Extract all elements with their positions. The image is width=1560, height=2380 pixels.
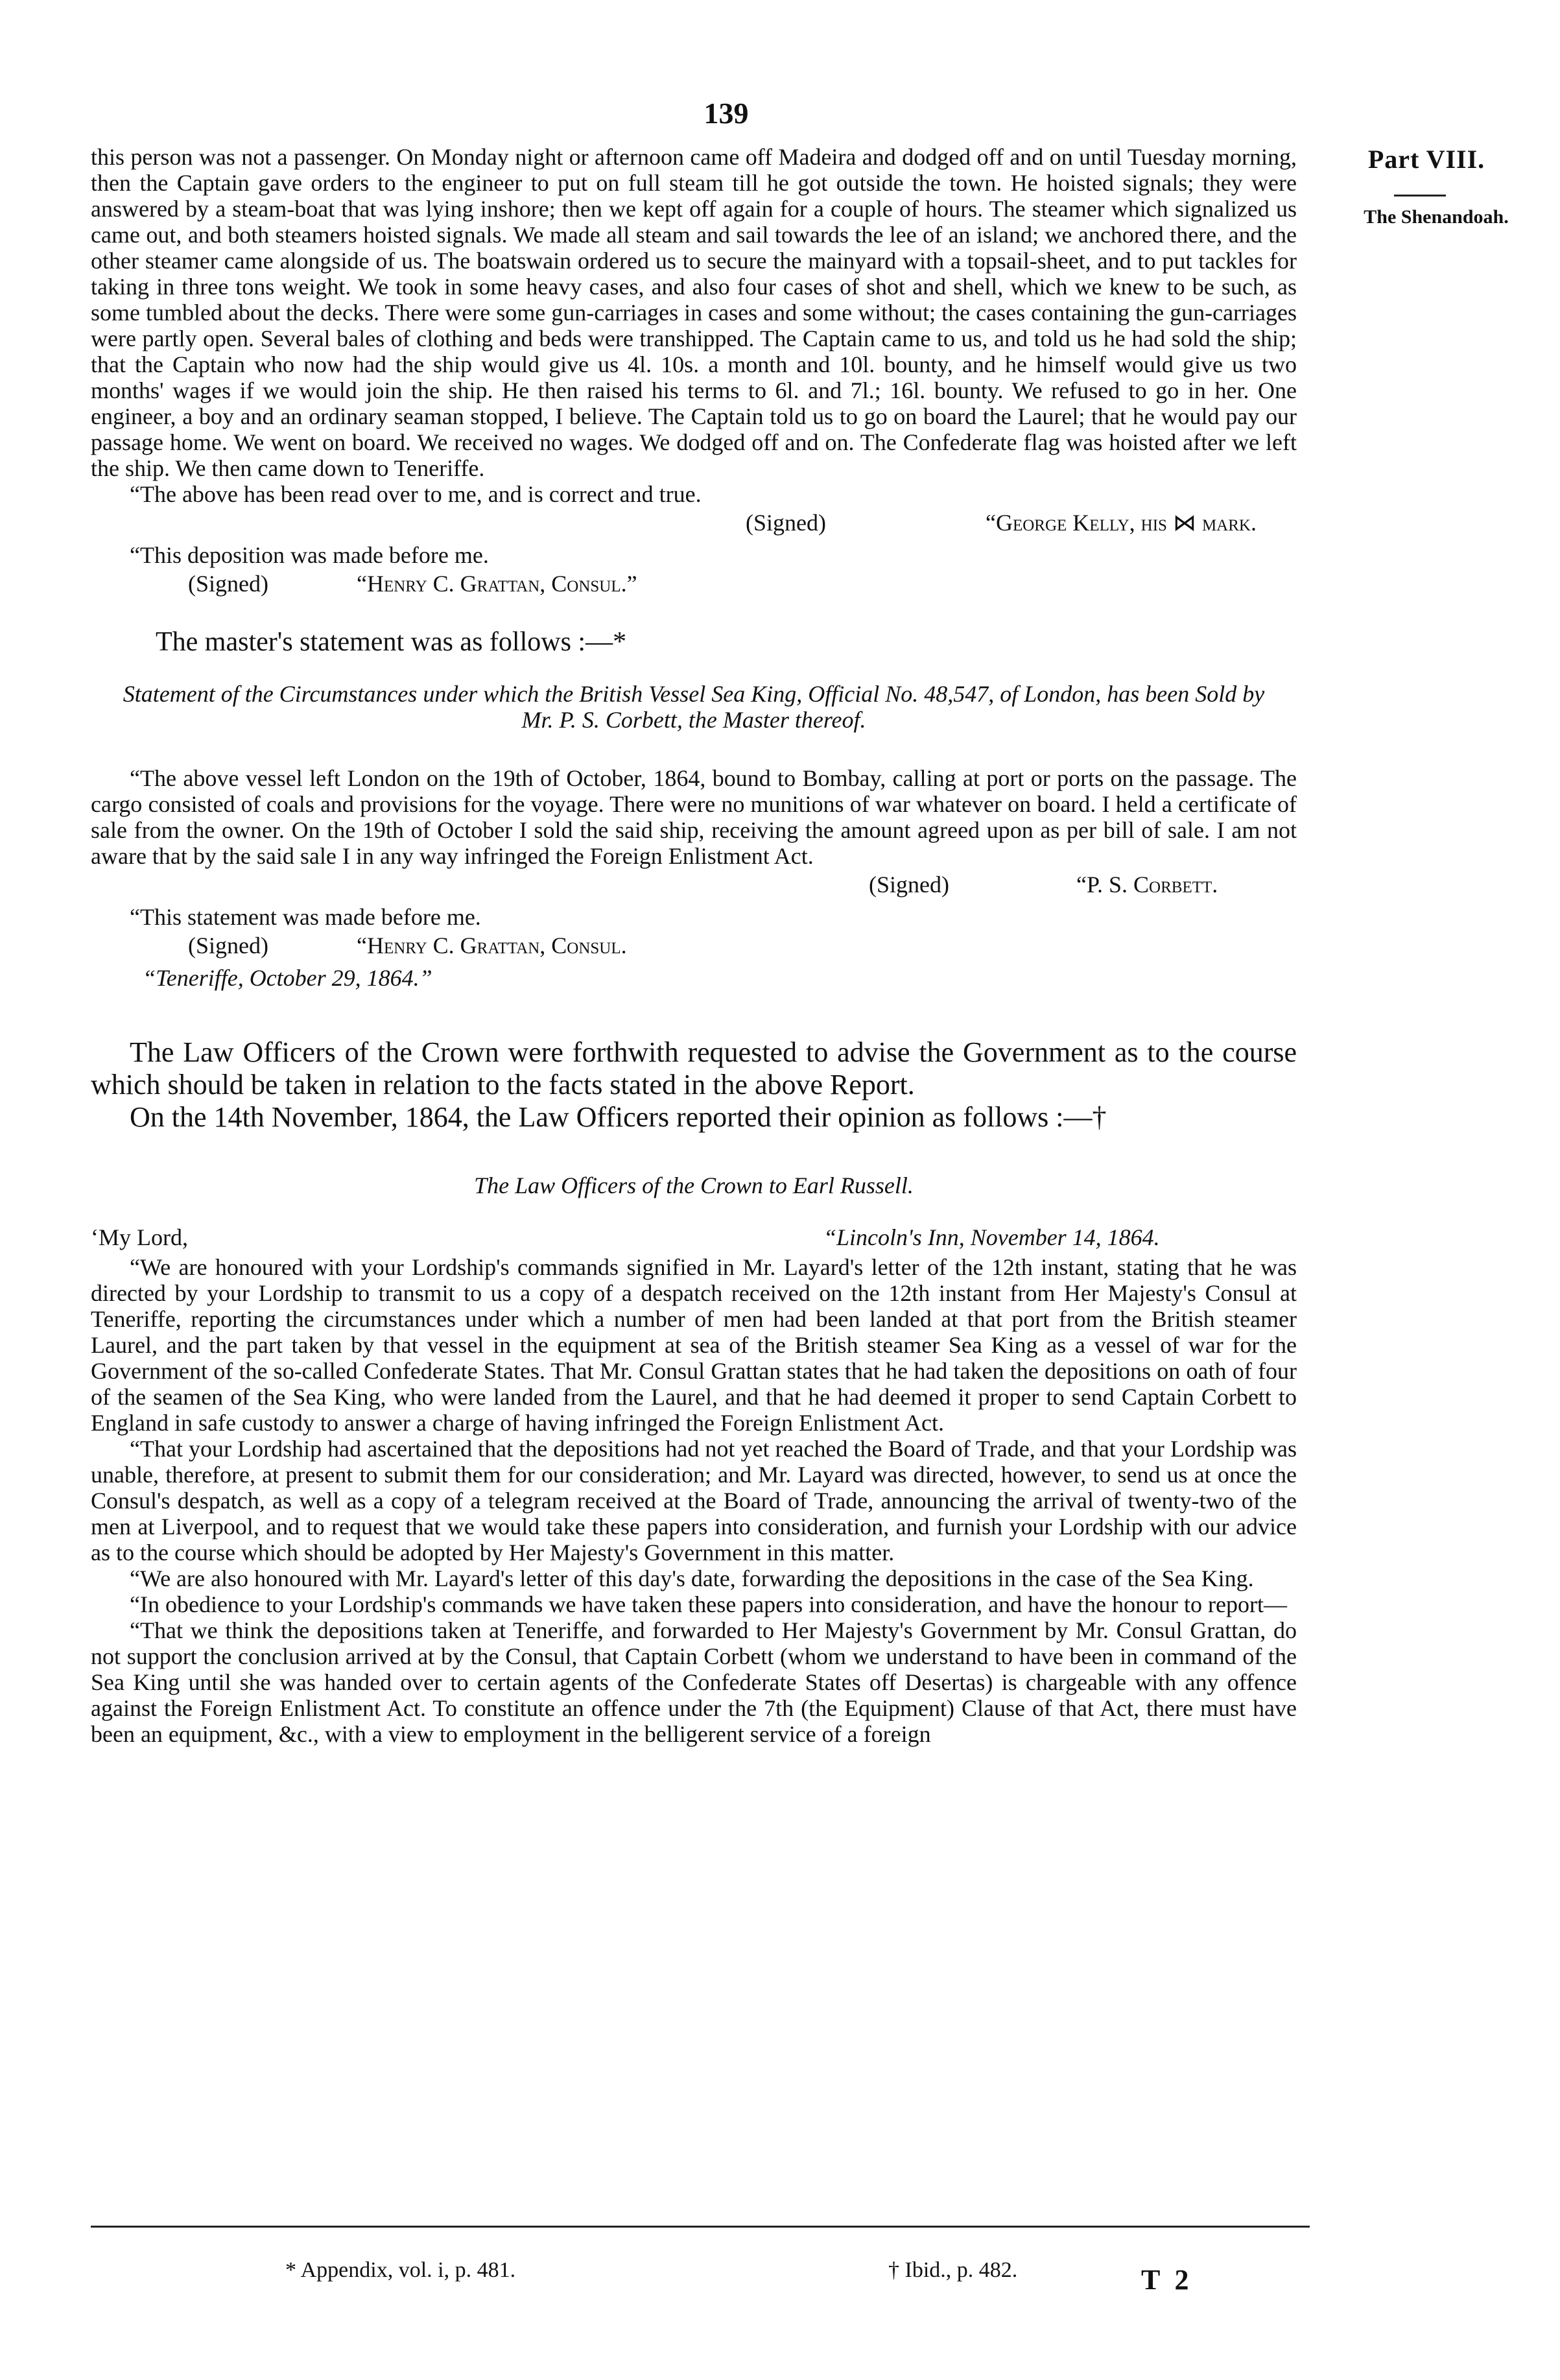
letter-title: The Law Officers of the Crown to Earl Russell. bbox=[474, 1172, 914, 1198]
signed-label: (Signed) bbox=[188, 933, 268, 958]
master-lead-in: The master's statement was as follows :—* bbox=[156, 627, 627, 657]
law-officers-report-date: On the 14th November, 1864, the Law Officers reported their opinion as follows :—† bbox=[130, 1101, 1107, 1133]
consul-signature: “Henry C. Grattan, Consul. bbox=[357, 933, 627, 958]
page-number: 139 bbox=[703, 97, 749, 130]
margin-note: The Shenandoah. bbox=[1364, 206, 1509, 228]
letter-paragraph: “We are also honoured with Mr. Layard's letter of this day's date, forwarding the depositions in the case of the Sea King. bbox=[130, 1565, 1254, 1591]
kelly-before-me: “This deposition was made before me. bbox=[130, 542, 489, 568]
kelly-signature-row bbox=[91, 510, 1297, 540]
page-body bbox=[91, 144, 1297, 1747]
letter-paragraph: “We are honoured with your Lordship's commands signified in Mr. Layard's letter of the 12th instant, stating that he was directed by your Lordship to transmit to us a copy of a despatch received on the 12th instant from Her Majesty's Consul at Teneriffe, reporting the circumstances under which a number of men had been landed at that port from the British steamer Laurel, and the part taken by that vessel in the equipment at sea of the British steamer Sea King as a vessel of war for the Government of the so-called Confederate States. That Mr. Consul Grattan states that he had taken the depositions on oath of four of the seamen of the Sea King, who were landed from the Laurel, and that he had deemed it proper to send Captain Corbett to England in safe custody to answer a charge of having infringed the Foreign Enlistment Act. bbox=[91, 1254, 1297, 1436]
footnote-ibid: † Ibid., p. 482. bbox=[888, 2258, 1018, 2282]
kelly-read-over: “The above has been read over to me, and is correct and true. bbox=[130, 481, 702, 507]
footnote-rule bbox=[91, 2226, 1310, 2228]
law-officers-paragraph: The Law Officers of the Crown were forthwith requested to advise the Government as to the course which should be taken in relation to the facts stated in the above Report. bbox=[91, 1036, 1297, 1101]
kelly-deposition-text: this person was not a passenger. On Monday night or afternoon came off Madeira and dodged off and on until Tuesday morning, then the Captain gave orders to the engineer to put on full steam till he got outside the town. He hoisted signals; they were answered by a steam-boat that was lying inshore; then we kept off again for a couple of hours. The steamer which signalized us came out, and both steamers hoisted signals. We made all steam and sail towards the lee of an island; we anchored there, and the other steamer came alongside of us. The boatswain ordered us to secure the mainyard with a topsail-sheet, and to put tackles for taking in three tons weight. We took in some heavy cases, and also four cases of shot and shell, which we knew to be such, as some tumbled about the decks. There were some gun-carriages in cases and some without; the cases containing the gun-carriages were partly open. Several bales of clothing and beds were transhipped. The Captain came to us, and told us he had sold the ship; that the Captain who now had the ship would give us 4l. 10s. a month and 10l. bounty, and he himself would give us two months' wages if we would join the ship. He then raised his terms to 6l. and 7l.; 16l. bounty. We refused to go in her. One engineer, a boy and an ordinary seaman stopped, I believe. The Captain told us to go on board the Laurel; that he would pay our passage home. We went on board. We received no wages. We dodged off and on. The Confederate flag was hoisted after we left the ship. We then came down to Teneriffe. bbox=[91, 144, 1297, 481]
kelly-signature: “George Kelly, his ⋈ mark. bbox=[986, 510, 1257, 536]
margin-part-label: Part VIII. bbox=[1367, 145, 1485, 174]
letter-paragraph: “That your Lordship had ascertained that the depositions had not yet reached the Board of Trade, and that your Lordship was unable, therefore, at present to submit them for our consideration; and Mr. Layard was directed, however, to send us at once the Consul's despatch, as well as a copy of a telegram received at the Board of Trade, announcing the arrival of twenty-two of the men at Liverpool, and to request that we would take these papers into consideration, and furnish your Lordship with our advice as to the course which should be adopted by Her Majesty's Government in this matter. bbox=[91, 1436, 1297, 1565]
master-before-me: “This statement was made before me. bbox=[130, 904, 481, 930]
kelly-consul-row bbox=[91, 571, 1297, 601]
letter-paragraph: “That we think the depositions taken at Teneriffe, and forwarded to Her Majesty's Government by Mr. Consul Grattan, do not support the conclusion arrived at by the Consul, that Captain Corbett (whom we understand to have been in command of the Sea King until she was handed over to certain agents of the Confederate States off Desertas) is chargeable with any offence against the Foreign Enlistment Act. To constitute an offence under the 7th (the Equipment) Clause of that Act, there must have been an equipment, &c., with a view to employment in the belligerent service of a foreign bbox=[91, 1617, 1297, 1747]
consul-signature: “Henry C. Grattan, Consul.” bbox=[357, 571, 637, 597]
margin-rule bbox=[1394, 195, 1446, 196]
corbett-signature: “P. S. Corbett. bbox=[1076, 872, 1218, 898]
letter-place-date: “Lincoln's Inn, November 14, 1864. bbox=[823, 1224, 1160, 1250]
signed-label: (Signed) bbox=[188, 571, 268, 597]
footnote-appendix: * Appendix, vol. i, p. 481. bbox=[285, 2258, 516, 2282]
signed-label: (Signed) bbox=[746, 510, 826, 536]
signature-mark: T 2 bbox=[1141, 2264, 1193, 2296]
master-place-date: “Teneriffe, October 29, 1864.” bbox=[143, 965, 432, 991]
letter-head bbox=[91, 1224, 1297, 1254]
corbett-signature-row bbox=[91, 872, 1297, 901]
master-consul-row bbox=[91, 933, 1297, 962]
master-statement-text: “The above vessel left London on the 19th of October, 1864, bound to Bombay, calling at port or ports on the passage. The cargo consisted of coals and provisions for the voyage. There were no munitions of war whatever on board. I held a certificate of sale from the owner. On the 19th of October I sold the said ship, receiving the amount agreed upon as per bill of sale. I am not aware that by the said sale I in any way infringed the Foreign Enlistment Act. bbox=[91, 765, 1297, 869]
letter-paragraph: “In obedience to your Lordship's commands we have taken these papers into consideration, and have the honour to report— bbox=[130, 1591, 1287, 1617]
salutation: ‘My Lord, bbox=[91, 1224, 188, 1250]
master-heading: Statement of the Circumstances under which the British Vessel Sea King, Official No. 48,547, of London, has been Sold by Mr. P. S. Corbett, the Master thereof. bbox=[123, 681, 1265, 733]
signed-label: (Signed) bbox=[869, 872, 949, 898]
